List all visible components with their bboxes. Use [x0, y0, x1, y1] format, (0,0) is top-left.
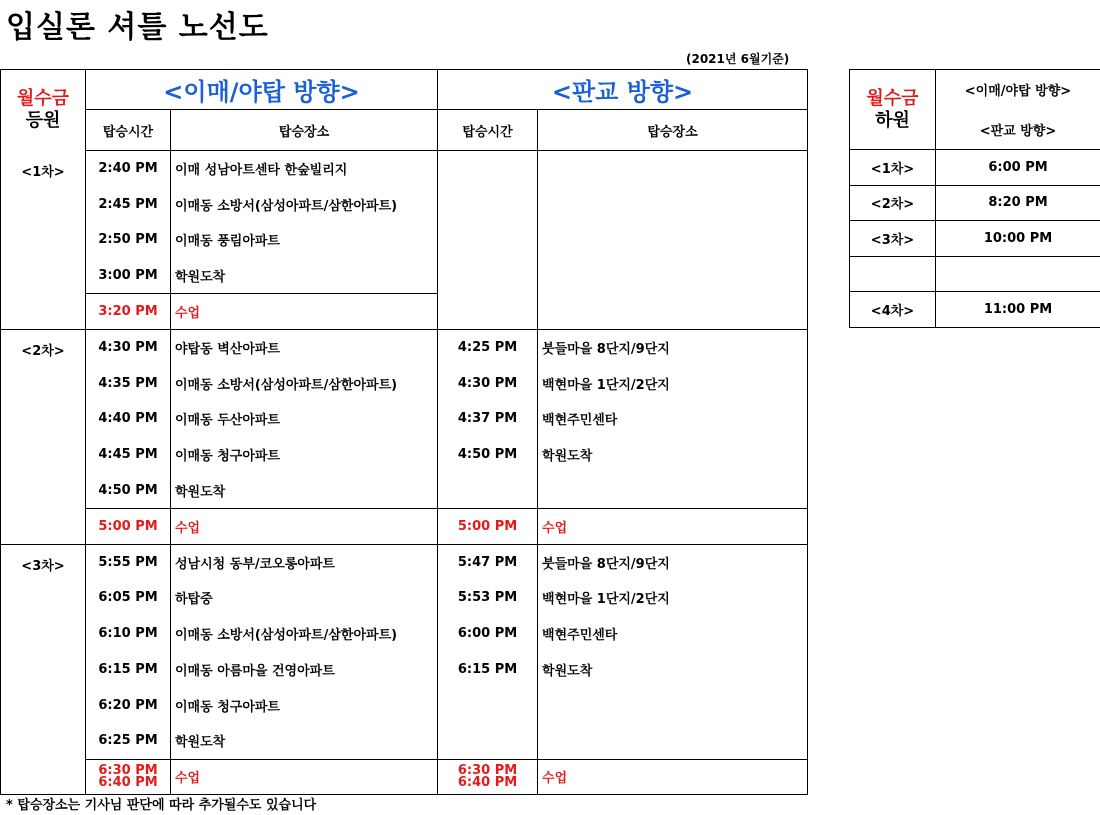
- pickup-place-2: [538, 687, 808, 723]
- pangyo-empty-cell: [538, 151, 808, 330]
- pickup-time-2: 6:15 PM: [438, 652, 538, 688]
- class-label: 수업: [171, 294, 438, 330]
- col-header-place: 탑승장소: [171, 110, 438, 151]
- table-row: [850, 292, 1100, 328]
- pickup-time-2: 6:00 PM: [438, 616, 538, 652]
- pickup-time: 6:05 PM: [98, 590, 158, 606]
- pickup-place-2: [538, 723, 808, 759]
- pickup-place: 이매동 청구아파트: [171, 437, 438, 473]
- class-time: 5:00 PM: [86, 508, 171, 544]
- table-row: [1, 723, 808, 759]
- pickup-time: 2:50 PM: [98, 232, 158, 248]
- side-corner-days: 월수금: [866, 87, 919, 109]
- table-row: [850, 221, 1100, 257]
- footnote: * 탑승장소는 기사님 판단에 따라 추가될수도 있습니다: [6, 798, 317, 813]
- pickup-place: 성남시청 동부/코오롱아파트: [171, 544, 438, 580]
- pickup-time: 6:15 PM: [98, 662, 158, 678]
- pickup-time: 6:20 PM: [98, 697, 158, 713]
- col-header-time-2: 탑승시간: [438, 110, 538, 151]
- table-row: [1, 616, 808, 652]
- round-label-3: <3차>: [1, 544, 86, 795]
- col-header-place-2: 탑승장소: [538, 110, 808, 151]
- pangyo-empty-cell: [438, 151, 538, 330]
- pickup-time: 4:50 PM: [98, 482, 158, 498]
- table-row: [850, 150, 1100, 186]
- pickup-place-2: 학원도착: [538, 652, 808, 688]
- class-label-2: 수업: [538, 508, 808, 544]
- table-row: [1, 473, 808, 509]
- table-row: [1, 508, 808, 544]
- class-time: [86, 759, 171, 795]
- pickup-place: 학원도착: [171, 473, 438, 509]
- pickup-time: 6:25 PM: [98, 733, 158, 749]
- side-time: 6:00 PM: [936, 150, 1100, 186]
- class-time-2: [438, 759, 538, 795]
- pickup-place-2: 붓들마을 8단지/9단지: [538, 329, 808, 365]
- pickup-place: 이매동 두산아파트: [171, 401, 438, 437]
- side-time: 11:00 PM: [936, 292, 1100, 328]
- pickup-time-2: 5:47 PM: [438, 544, 538, 580]
- side-corner-type: 하원: [875, 109, 910, 131]
- pickup-time-2: [438, 687, 538, 723]
- pickup-place-2: 백현마을 1단지/2단지: [538, 580, 808, 616]
- side-time: [936, 256, 1100, 292]
- round-label-2: <2차>: [1, 329, 86, 544]
- pickup-place-2: 학원도착: [538, 437, 808, 473]
- pickup-time-2: 4:50 PM: [438, 437, 538, 473]
- table-row: [1, 365, 808, 401]
- side-round: <4차>: [850, 292, 936, 328]
- class-time-alt-2: 6:40 PM: [457, 774, 518, 790]
- table-row: [1, 759, 808, 795]
- pickup-time-2: 4:25 PM: [438, 329, 538, 365]
- pickup-time: 6:10 PM: [98, 626, 158, 642]
- pickup-place: 학원도착: [171, 258, 438, 294]
- table-row: [1, 329, 808, 365]
- pickup-place: 하탑중: [171, 580, 438, 616]
- side-round: <1차>: [850, 150, 936, 186]
- side-time: 8:20 PM: [936, 185, 1100, 221]
- class-time-alt: 6:40 PM: [98, 774, 158, 790]
- side-round: <3차>: [850, 221, 936, 257]
- corner-header: [1, 70, 86, 151]
- pickup-time: 4:45 PM: [98, 447, 158, 463]
- pickup-place-2: 붓들마을 8단지/9단지: [538, 544, 808, 580]
- pickup-time: 4:35 PM: [98, 375, 158, 391]
- table-row: [1, 401, 808, 437]
- pickup-time-2: 5:53 PM: [438, 580, 538, 616]
- table-row: [1, 151, 808, 187]
- table-row: [1, 437, 808, 473]
- table-row: [850, 185, 1100, 221]
- table-row: [850, 256, 1100, 292]
- col-header-time: 탑승시간: [86, 110, 171, 151]
- page-title: 입실론 셔틀 노선도: [6, 10, 269, 45]
- pickup-place: 야탑동 벽산아파트: [171, 329, 438, 365]
- direction-header-imae: <이매/야탑 방향>: [163, 78, 360, 106]
- direction-header-pangyo: <판교 방향>: [438, 70, 808, 110]
- pickup-time: 2:40 PM: [98, 161, 158, 177]
- pickup-time-2: [438, 473, 538, 509]
- arrival-shuttle-table: [0, 69, 808, 795]
- pickup-place-2: 백현주민센타: [538, 401, 808, 437]
- table-row: [1, 580, 808, 616]
- pickup-time: 2:45 PM: [98, 196, 158, 212]
- pickup-place: 이매 성남아트센타 한숲빌리지: [171, 151, 438, 187]
- basis-note: (2021년 6월기준): [686, 52, 790, 66]
- corner-type: 등원: [25, 110, 61, 132]
- pickup-place: 이매동 풍림아파트: [171, 222, 438, 258]
- pickup-time-2: 4:37 PM: [438, 401, 538, 437]
- pickup-place-2: [538, 473, 808, 509]
- pickup-time: 5:55 PM: [86, 544, 171, 580]
- class-label: 수업: [171, 508, 438, 544]
- class-time-start: 6:30 PM: [98, 762, 158, 778]
- class-time: 3:20 PM: [86, 294, 171, 330]
- class-time-start-2: 6:30 PM: [457, 762, 518, 778]
- pickup-place: 이매동 소방서(삼성아파트/삼한아파트): [171, 186, 438, 222]
- side-corner-header: [850, 70, 936, 150]
- pickup-place: 이매동 청구아파트: [171, 687, 438, 723]
- pickup-place: 학원도착: [171, 723, 438, 759]
- side-direction-2: <판교 방향>: [936, 110, 1100, 150]
- departure-shuttle-table: [849, 69, 1100, 328]
- table-row: [1, 652, 808, 688]
- pickup-place: 이매동 아름마을 건영아파트: [171, 652, 438, 688]
- pickup-time: 3:00 PM: [98, 268, 158, 284]
- pickup-time: 4:40 PM: [98, 411, 158, 427]
- pickup-place-2: 백현주민센타: [538, 616, 808, 652]
- pickup-place: 이매동 소방서(삼성아파트/삼한아파트): [171, 365, 438, 401]
- corner-days: 월수금: [16, 88, 70, 110]
- class-time-2: 5:00 PM: [438, 508, 538, 544]
- round-label-1: <1차>: [1, 151, 86, 330]
- side-time: 10:00 PM: [936, 221, 1100, 257]
- side-round: [850, 256, 936, 292]
- pickup-time-2: [438, 723, 538, 759]
- side-round: <2차>: [850, 185, 936, 221]
- pickup-time: 4:30 PM: [86, 329, 171, 365]
- side-direction-1: <이매/야탑 방향>: [936, 70, 1100, 110]
- table-row: [1, 544, 808, 580]
- pickup-place: 이매동 소방서(삼성아파트/삼한아파트): [171, 616, 438, 652]
- pickup-time-2: 4:30 PM: [438, 365, 538, 401]
- class-label: 수업: [171, 759, 438, 795]
- table-row: [1, 687, 808, 723]
- class-label-2: 수업: [538, 759, 808, 795]
- pickup-place-2: 백현마을 1단지/2단지: [538, 365, 808, 401]
